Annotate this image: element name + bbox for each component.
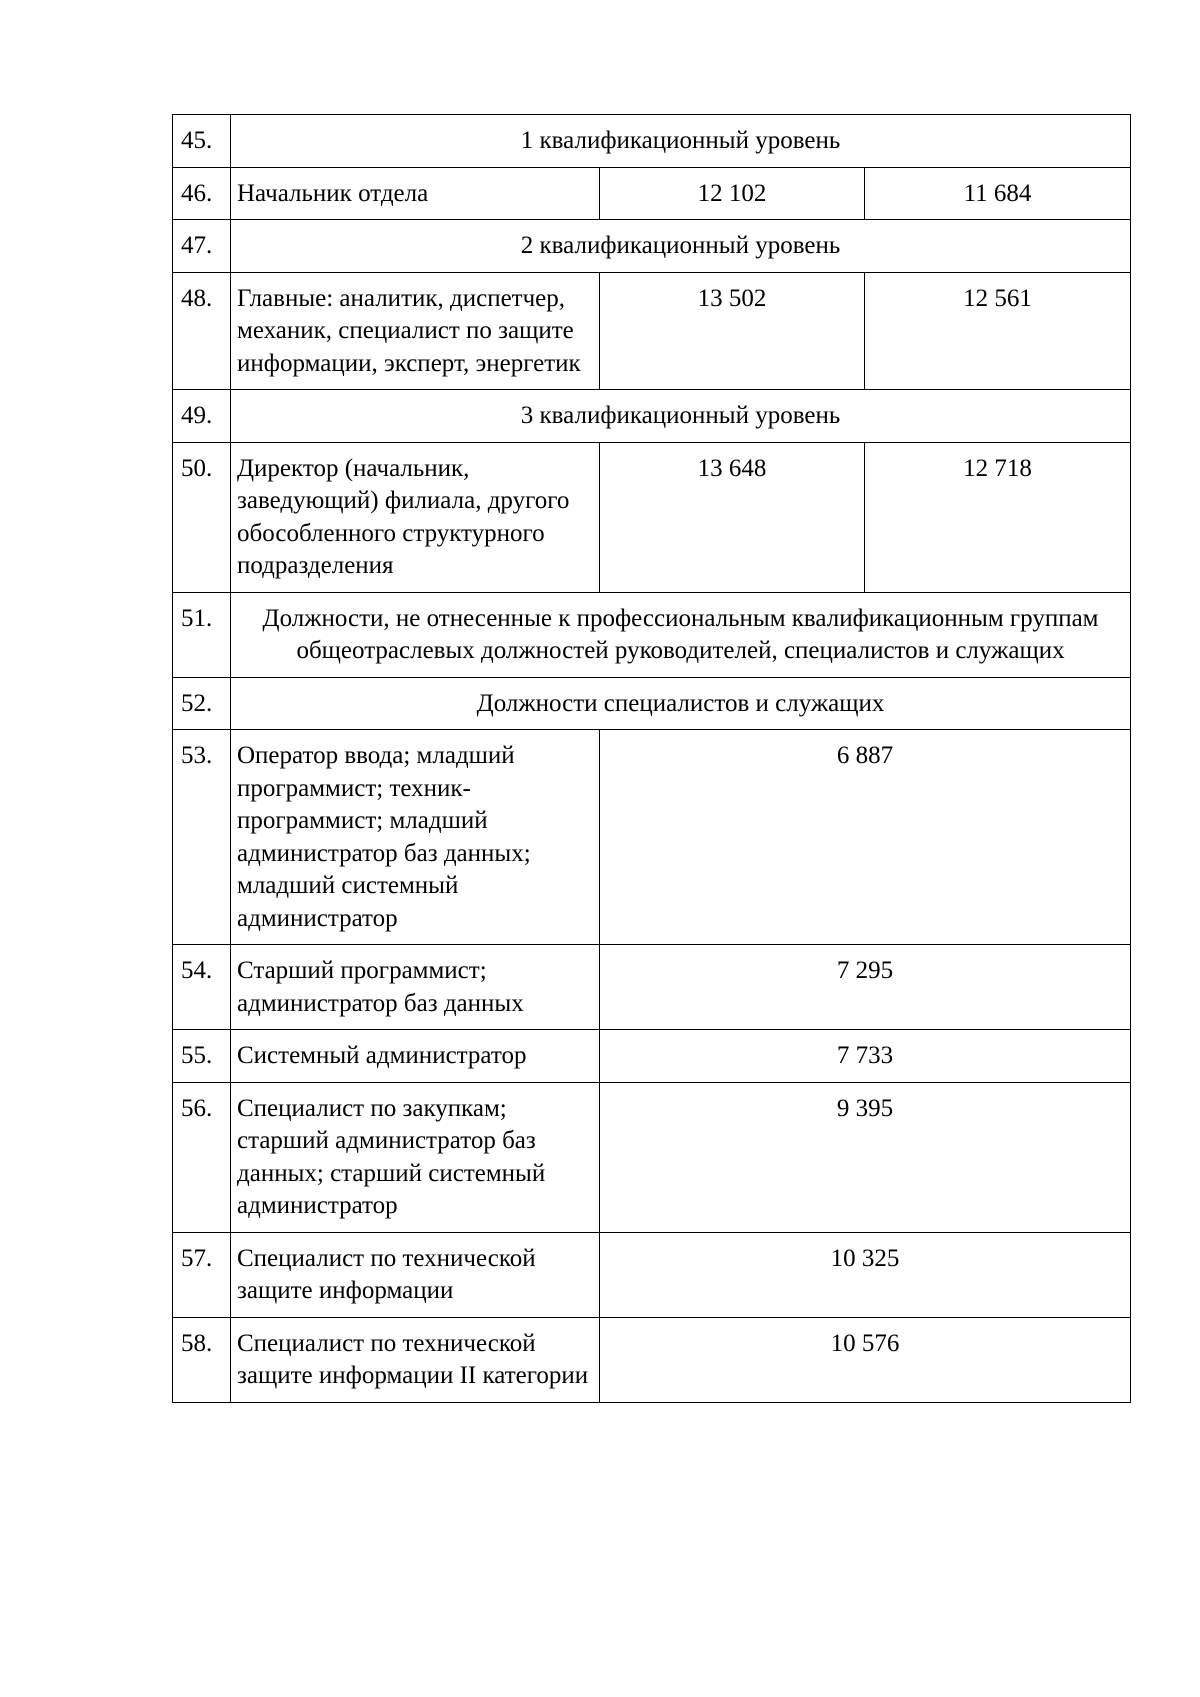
table-row: [173, 945, 1131, 1030]
table-row: [173, 677, 1131, 730]
salary-value-2: 12 718: [865, 442, 1131, 592]
table-row: [173, 1317, 1131, 1402]
position-title: Специалист по закупкам; старший администратор баз данных; старший системный администратор: [231, 1082, 600, 1232]
section-heading: Должности, не отнесенные к профессиональным квалификационным группам общеотраслевых должностей руководителей, специалистов и служащих: [231, 592, 1131, 677]
section-heading: 2 квалификационный уровень: [231, 220, 1131, 273]
table-row: [173, 167, 1131, 220]
salary-value: 6 887: [600, 730, 1131, 945]
salary-value: 10 576: [600, 1317, 1131, 1402]
table-row: [173, 390, 1131, 443]
position-title: Начальник отдела: [231, 167, 600, 220]
row-number: 48.: [173, 272, 231, 390]
row-number: 51.: [173, 592, 231, 677]
position-title: Директор (начальник, заведующий) филиала, другого обособленного структурного подразделения: [231, 442, 600, 592]
table-row: [173, 1082, 1131, 1232]
table-row: [173, 1232, 1131, 1317]
salary-value-1: 12 102: [600, 167, 865, 220]
section-heading: 3 квалификационный уровень: [231, 390, 1131, 443]
table-row: [173, 1030, 1131, 1083]
table-row: [173, 220, 1131, 273]
row-number: 45.: [173, 115, 231, 168]
row-number: 50.: [173, 442, 231, 592]
row-number: 53.: [173, 730, 231, 945]
row-number: 49.: [173, 390, 231, 443]
position-title: Специалист по технической защите информации: [231, 1232, 600, 1317]
table-row: [173, 115, 1131, 168]
row-number: 54.: [173, 945, 231, 1030]
section-heading: 1 квалификационный уровень: [231, 115, 1131, 168]
salary-value: 7 733: [600, 1030, 1131, 1083]
row-number: 47.: [173, 220, 231, 273]
position-title: Специалист по технической защите информации II категории: [231, 1317, 600, 1402]
position-title: Главные: аналитик, диспетчер, механик, специалист по защите информации, эксперт, энергетик: [231, 272, 600, 390]
table-row: [173, 272, 1131, 390]
salary-value: 10 325: [600, 1232, 1131, 1317]
salary-value-2: 12 561: [865, 272, 1131, 390]
salary-value-1: 13 502: [600, 272, 865, 390]
section-heading: Должности специалистов и служащих: [231, 677, 1131, 730]
row-number: 56.: [173, 1082, 231, 1232]
table-row: [173, 592, 1131, 677]
table-row: [173, 730, 1131, 945]
salary-value-2: 11 684: [865, 167, 1131, 220]
salary-table: [172, 114, 1131, 1403]
salary-value-1: 13 648: [600, 442, 865, 592]
salary-value: 7 295: [600, 945, 1131, 1030]
row-number: 46.: [173, 167, 231, 220]
row-number: 52.: [173, 677, 231, 730]
table-row: [173, 442, 1131, 592]
row-number: 57.: [173, 1232, 231, 1317]
row-number: 58.: [173, 1317, 231, 1402]
position-title: Старший программист; администратор баз данных: [231, 945, 600, 1030]
position-title: Оператор ввода; младший программист; техник-программист; младший администратор баз данных; младший системный администратор: [231, 730, 600, 945]
row-number: 55.: [173, 1030, 231, 1083]
position-title: Системный администратор: [231, 1030, 600, 1083]
salary-value: 9 395: [600, 1082, 1131, 1232]
